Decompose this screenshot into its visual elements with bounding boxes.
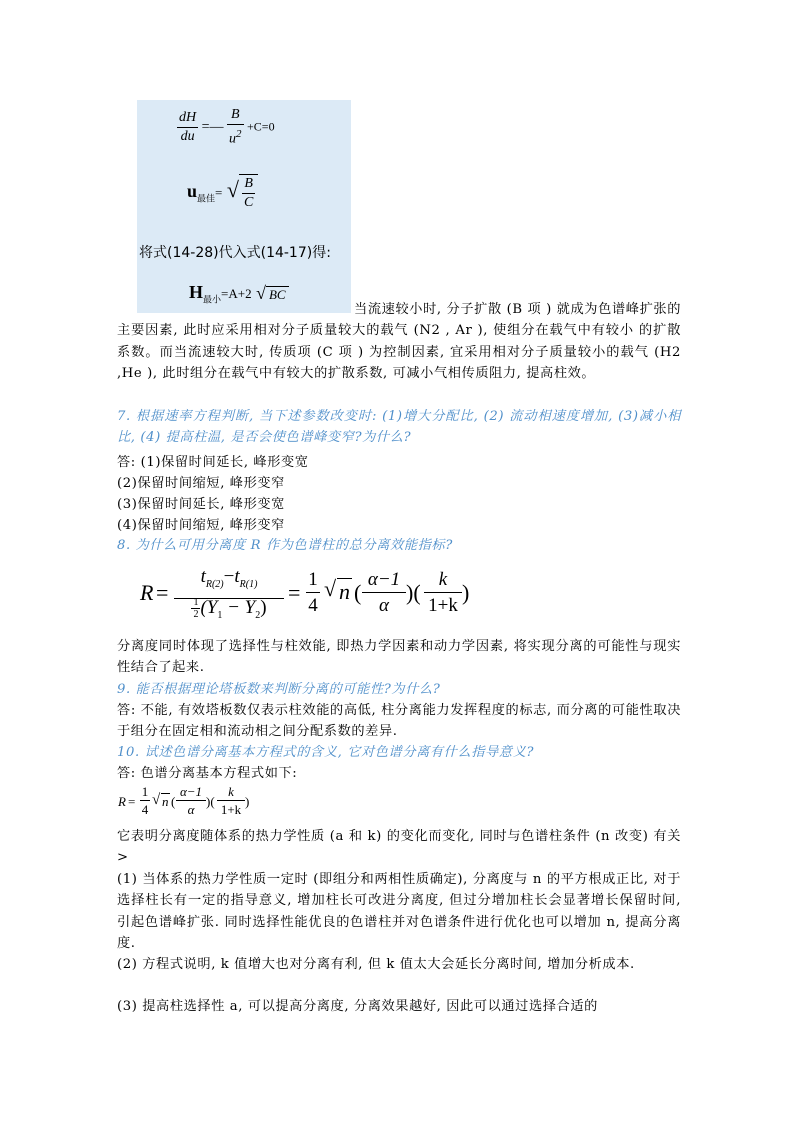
answer-7-line-3: (3)保留时间延长, 峰形变宽	[117, 497, 285, 512]
resolution-numerator: $t_{R(2)}-t_{R(1)}$	[174, 564, 284, 599]
formula-image-panel	[137, 100, 351, 313]
formula-eq1: $\frac{dH}{du}$ =— $\frac{B}{u^2}$ +C=0	[179, 107, 275, 147]
answer-10-para-1: 它表明分离度随体系的热力学性质 (a 和 k) 的变化而变化, 同时与色谱柱条件 (n 改变) 有关>	[117, 829, 681, 866]
resolution-denominator: $\frac{1}{2}$ $(Y_1 - Y_2)$	[193, 597, 267, 621]
answer-10-para-2: (1) 当体系的热力学性质一定时 (即组分和两相性质确定), 分离度与 n 的平方根成正比, 对于选择柱长有一定的指导意义, 增加柱长可改进分离度, 但过分增加柱长会显著增长保留时间, 引起色谱峰扩张. 同时选择性能优良的色谱柱并对色谱条件进行优化也可以增加 n, 提高分离度.	[117, 872, 681, 951]
question-7: 7. 根据速率方程判断, 当下述参数改变时: (1)增大分配比, (2) 流动相速度增加, (3)减小相比, (4) 提高柱温, 是否会使色谱峰变窄?为什么?	[117, 409, 681, 446]
formula-substitution-text: 将式(14-28)代入式(14-17)得:	[139, 245, 331, 261]
question-8: 8. 为什么可用分离度 R 作为色谱柱的总分离效能指标?	[117, 538, 453, 553]
answer-7-line-4: (4)保留时间缩短, 峰形变窄	[117, 518, 285, 533]
quarter-fraction: 1 4	[306, 568, 320, 619]
k-fraction: k 1+k	[424, 568, 462, 619]
question-9: 9. 能否根据理论塔板数来判断分离的可能性?为什么?	[117, 682, 441, 697]
resolution-formula: R = $t_{R(2)}-t_{R(1)}$ $\frac{1}{2}$ $(Y_1 - Y_2)$ = 1 4 √ n ( α−1 α )( k 1+k )	[140, 562, 460, 628]
formula-eq2: $u_{最佳}=$ √ $\frac{B}{C}$	[187, 174, 258, 212]
answer-10-para-4: (3) 提高柱选择性 a, 可以提高分离度, 分离效果越好, 因此可以通过选择合适的	[117, 999, 598, 1014]
paragraph-rate-equation: 当流速较小时, 分子扩散 (B 项 ) 就成为色谱峰扩张的主要因素, 此时应采用相对分子质量较大的载气 (N2 , Ar ), 使组分在载气中有较小 的扩散系数。而当流速较大时, 传质项 (C 项 ) 为控制因素, 宜采用相对分子质量较小的载气 (H2 ,He ), 此时组分在载气中有较大的扩散系数, 可减小气相传质阻力, 提高柱效。	[117, 302, 681, 381]
answer-7-line-2: (2)保留时间缩短, 峰形变窄	[117, 476, 285, 491]
answer-7-line-1: 答: (1)保留时间延长, 峰形变宽	[117, 455, 309, 470]
answer-9: 答: 不能, 有效塔板数仅表示柱效能的高低, 柱分离能力发挥程度的标志, 而分离的可能性取决于组分在固定相和流动相之间分配系数的差异.	[117, 703, 681, 740]
answer-8: 分离度同时体现了选择性与柱效能, 即热力学因素和动力学因素, 将实现分离的可能性与现实性结合了起来.	[117, 639, 681, 676]
answer-10-para-3: (2) 方程式说明, k 值增大也对分离有利, 但 k 值太大会延长分离时间, 增加分析成本.	[117, 957, 635, 972]
formula-eq4: $H_{最小}=A+2$ √ BC	[189, 282, 289, 306]
separation-equation: R = 1 4 √ n ( α−1 α )( k 1+k )	[118, 784, 250, 817]
alpha-fraction: α−1 α	[362, 568, 406, 619]
question-10: 10. 试述色谱分离基本方程式的含义, 它对色谱分离有什么指导意义?	[117, 745, 535, 760]
answer-10-intro: 答: 色谱分离基本方程式如下:	[117, 766, 298, 781]
